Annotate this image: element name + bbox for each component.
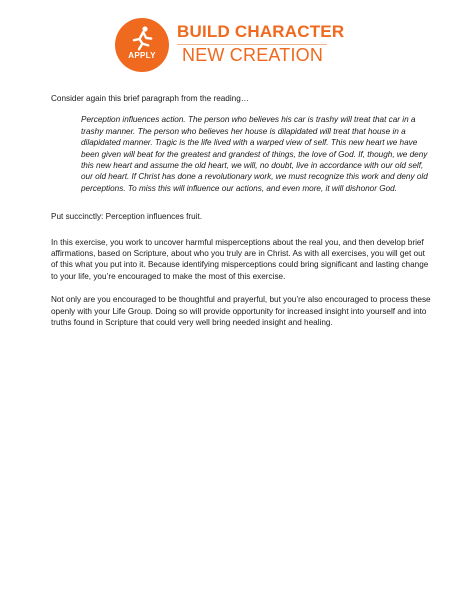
document-body [51,93,431,341]
block-quote: Perception influences action. The person who believes his car is trashy will treat that car in a trashy manner. The person who believes her house is dilapidated will treat that house in a dilapidated manner. Tragic is the life lived with a warped view of self. This new heart we have been given will beat for the greatest and grandest of things, the love of God. If, though, we deny this new heart and assume the old heart, we will, no doubt, live in accordance with our old self, our old heart. If Christ has done a revolutionary work, we must recognize this work and deny old perceptions. To miss this will influence our actions, and even more, it will dishonor God. [81,115,428,193]
page-header [115,18,355,72]
summary-paragraph: Put succinctly: Perception influences fruit. [51,212,203,222]
apply-badge [115,18,169,72]
header-title-line-2: NEW CREATION [182,45,324,65]
running-figure-icon [130,25,154,51]
header-title-line-1: BUILD CHARACTER [177,22,345,41]
exercise-paragraph: In this exercise, you work to uncover harmful misperceptions about the real you, and then develop brief affirmations, based on Scripture, about who you truly are in Christ. As with all exercises, you will get out of this what you put into it. Because identifying misperceptions could bring significant and lasting change to your life, you’re encouraged to make the most of this exercise. [51,237,429,281]
intro-paragraph: Consider again this brief paragraph from the reading… [51,94,249,103]
life-group-paragraph: Not only are you encouraged to be thoughtful and prayerful, but you’re also encouraged to process these openly with your Life Group. Doing so will provide opportunity for increased insight into yourself and into truths found in Scripture that could very well bring needed insight and healing. [51,295,431,328]
badge-label: APPLY [128,51,156,60]
